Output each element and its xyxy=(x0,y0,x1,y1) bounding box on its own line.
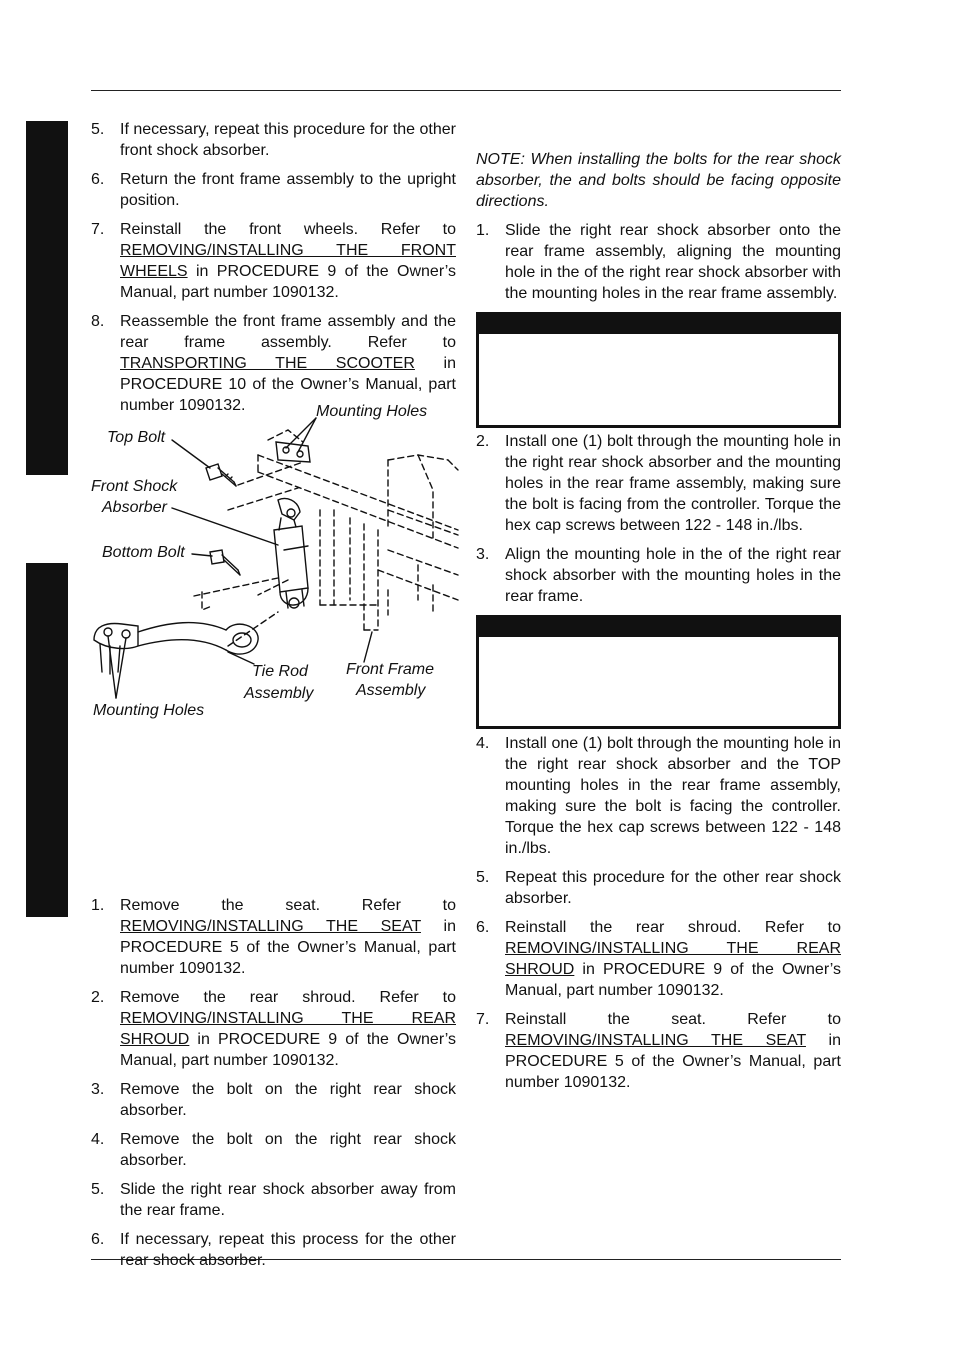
step-text-post: in PROCEDURE 10 of the Owner’s Manual, part number 1090132. xyxy=(120,355,457,414)
step-text-post: in PROCEDURE 9 of the Owner’s Manual, part number 1090132. xyxy=(120,263,456,301)
header-rule xyxy=(91,90,841,91)
step-text xyxy=(120,987,456,1071)
step-text-pre: Remove the seat. Refer to xyxy=(120,897,456,914)
step-number: 3. xyxy=(476,546,490,563)
tie-rod-shape xyxy=(94,623,258,674)
step-number: 5. xyxy=(476,869,490,886)
step-number: 2. xyxy=(476,433,490,450)
step-text xyxy=(120,219,456,303)
shock-absorber-shape xyxy=(274,499,308,609)
step-text-post: in PROCEDURE 5 of the Owner’s Manual, part number 1090132. xyxy=(505,1032,841,1091)
step-item xyxy=(91,169,456,211)
side-tab-lower xyxy=(26,563,68,917)
step-number: 2. xyxy=(91,989,105,1006)
step-item xyxy=(476,220,841,304)
step-text: Repeat this procedure for the other rear shock absorber. xyxy=(505,869,841,907)
label-mounting-holes-top: Mounting Holes xyxy=(316,403,428,420)
manual-reference-link[interactable]: REMOVING/INSTALLING THE FRONT WHEELS xyxy=(120,242,456,280)
front-frame-dashed xyxy=(228,430,458,630)
label-front-frame-2: Assembly xyxy=(356,682,426,699)
step-item xyxy=(476,917,841,1001)
step-text: Install one (1) bolt through the mounting hole in the right rear shock absorber and the TOP mounting holes in the rear frame assembly, making sure the bolt is facing the controller. Torque the hex cap screws between 122 - 148 in./lbs. xyxy=(505,735,841,857)
right-steps-list-b xyxy=(476,431,841,607)
step-number: 5. xyxy=(91,121,105,138)
label-mounting-holes-bottom: Mounting Holes xyxy=(93,702,205,719)
left-top-steps-list xyxy=(91,119,456,416)
step-text: Return the front frame assembly to the upright position. xyxy=(120,171,456,209)
step-number: 7. xyxy=(91,221,105,238)
right-steps-list-a xyxy=(476,220,841,304)
step-item xyxy=(91,1179,456,1221)
manual-reference-link[interactable]: REMOVING/INSTALLING THE REAR SHROUD xyxy=(120,1010,456,1048)
step-item xyxy=(91,895,456,979)
step-item xyxy=(476,1009,841,1093)
step-text-post: in PROCEDURE 9 of the Owner’s Manual, part number 1090132. xyxy=(120,1031,456,1069)
step-text xyxy=(505,1009,841,1093)
step-item xyxy=(91,219,456,303)
right-steps-list-c xyxy=(476,733,841,1093)
warning-box-1 xyxy=(476,312,841,428)
step-number: 3. xyxy=(91,1081,105,1098)
front-shock-figure xyxy=(88,400,460,725)
warning-box-2 xyxy=(476,615,841,729)
step-text: Slide the right rear shock absorber away from the rear frame. xyxy=(120,1181,456,1219)
step-text: Slide the right rear shock absorber onto the rear frame assembly, aligning the mounting hole in the of the right rear shock absorber with the mounting holes in the rear frame assembly. xyxy=(505,222,841,302)
step-number: 8. xyxy=(91,313,105,330)
left-bottom-steps-list xyxy=(91,895,456,1271)
step-text: Remove the bolt on the right rear shock absorber. xyxy=(120,1081,456,1119)
step-item xyxy=(476,431,841,536)
step-text-post: in PROCEDURE 5 of the Owner’s Manual, part number 1090132. xyxy=(120,918,456,977)
label-top-bolt: Top Bolt xyxy=(107,429,166,446)
step-item xyxy=(91,119,456,161)
label-front-shock-1: Front Shock xyxy=(91,478,178,495)
step-text: If necessary, repeat this procedure for the other front shock absorber. xyxy=(120,121,456,159)
step-number: 5. xyxy=(91,1181,105,1198)
step-item xyxy=(476,544,841,607)
step-item xyxy=(476,867,841,909)
step-text: Install one (1) bolt through the mounting hole in the right rear shock absorber and the mounting holes in the rear frame assembly, making sure the bolt is facing from the controller. Torque the hex cap screws between 122 - 148 in./lbs. xyxy=(505,433,841,534)
label-bottom-bolt: Bottom Bolt xyxy=(102,544,185,561)
label-front-frame-1: Front Frame xyxy=(346,661,435,678)
step-text: If necessary, repeat this process for the other rear shock absorber. xyxy=(120,1231,456,1269)
step-number: 6. xyxy=(476,919,490,936)
step-number: 6. xyxy=(91,171,105,188)
label-front-shock-2: Absorber xyxy=(102,499,167,516)
step-item xyxy=(476,733,841,859)
step-number: 1. xyxy=(476,222,490,239)
step-text-pre: Reinstall the seat. Refer to xyxy=(505,1011,841,1028)
step-number: 4. xyxy=(91,1131,105,1148)
step-item xyxy=(91,987,456,1071)
manual-reference-link[interactable]: REMOVING/INSTALLING THE SEAT xyxy=(120,918,421,935)
step-item xyxy=(91,1129,456,1171)
step-item xyxy=(91,1079,456,1121)
label-tie-rod-1: Tie Rod xyxy=(252,663,308,680)
step-text: Align the mounting hole in the of the right rear shock absorber with the mounting holes in the rear frame. xyxy=(505,546,841,605)
note-text: NOTE: When installing the bolts for the rear shock absorber, the and bolts should be facing opposite directions. xyxy=(476,151,841,210)
step-text-pre: Reinstall the rear shroud. Refer to xyxy=(505,919,841,936)
manual-reference-link[interactable]: TRANSPORTING THE SCOOTER xyxy=(120,355,415,372)
label-tie-rod-2: Assembly xyxy=(244,685,314,702)
step-number: 1. xyxy=(91,897,105,914)
step-text xyxy=(505,917,841,1001)
step-item xyxy=(91,1229,456,1271)
step-text-post: in PROCEDURE 9 of the Owner’s Manual, part number 1090132. xyxy=(505,961,841,999)
top-bolt-shape xyxy=(206,464,236,486)
step-text: Remove the bolt on the right rear shock absorber. xyxy=(120,1131,456,1169)
manual-reference-link[interactable]: REMOVING/INSTALLING THE REAR SHROUD xyxy=(505,940,841,978)
right-column xyxy=(476,149,841,1101)
manual-reference-link[interactable]: REMOVING/INSTALLING THE SEAT xyxy=(505,1032,806,1049)
step-text-pre: Reinstall the front wheels. Refer to xyxy=(120,221,456,238)
left-top-steps-block xyxy=(91,119,456,424)
bottom-bolt-shape xyxy=(210,550,240,575)
step-text-pre: Remove the rear shroud. Refer to xyxy=(120,989,456,1006)
step-number: 4. xyxy=(476,735,490,752)
step-number: 7. xyxy=(476,1011,490,1028)
left-bottom-steps-block xyxy=(91,895,456,1279)
step-text xyxy=(120,895,456,979)
side-tab-upper xyxy=(26,121,68,475)
step-text-pre: Reassemble the front frame assembly and the rear frame assembly. Refer to xyxy=(120,313,456,351)
step-number: 6. xyxy=(91,1231,105,1248)
